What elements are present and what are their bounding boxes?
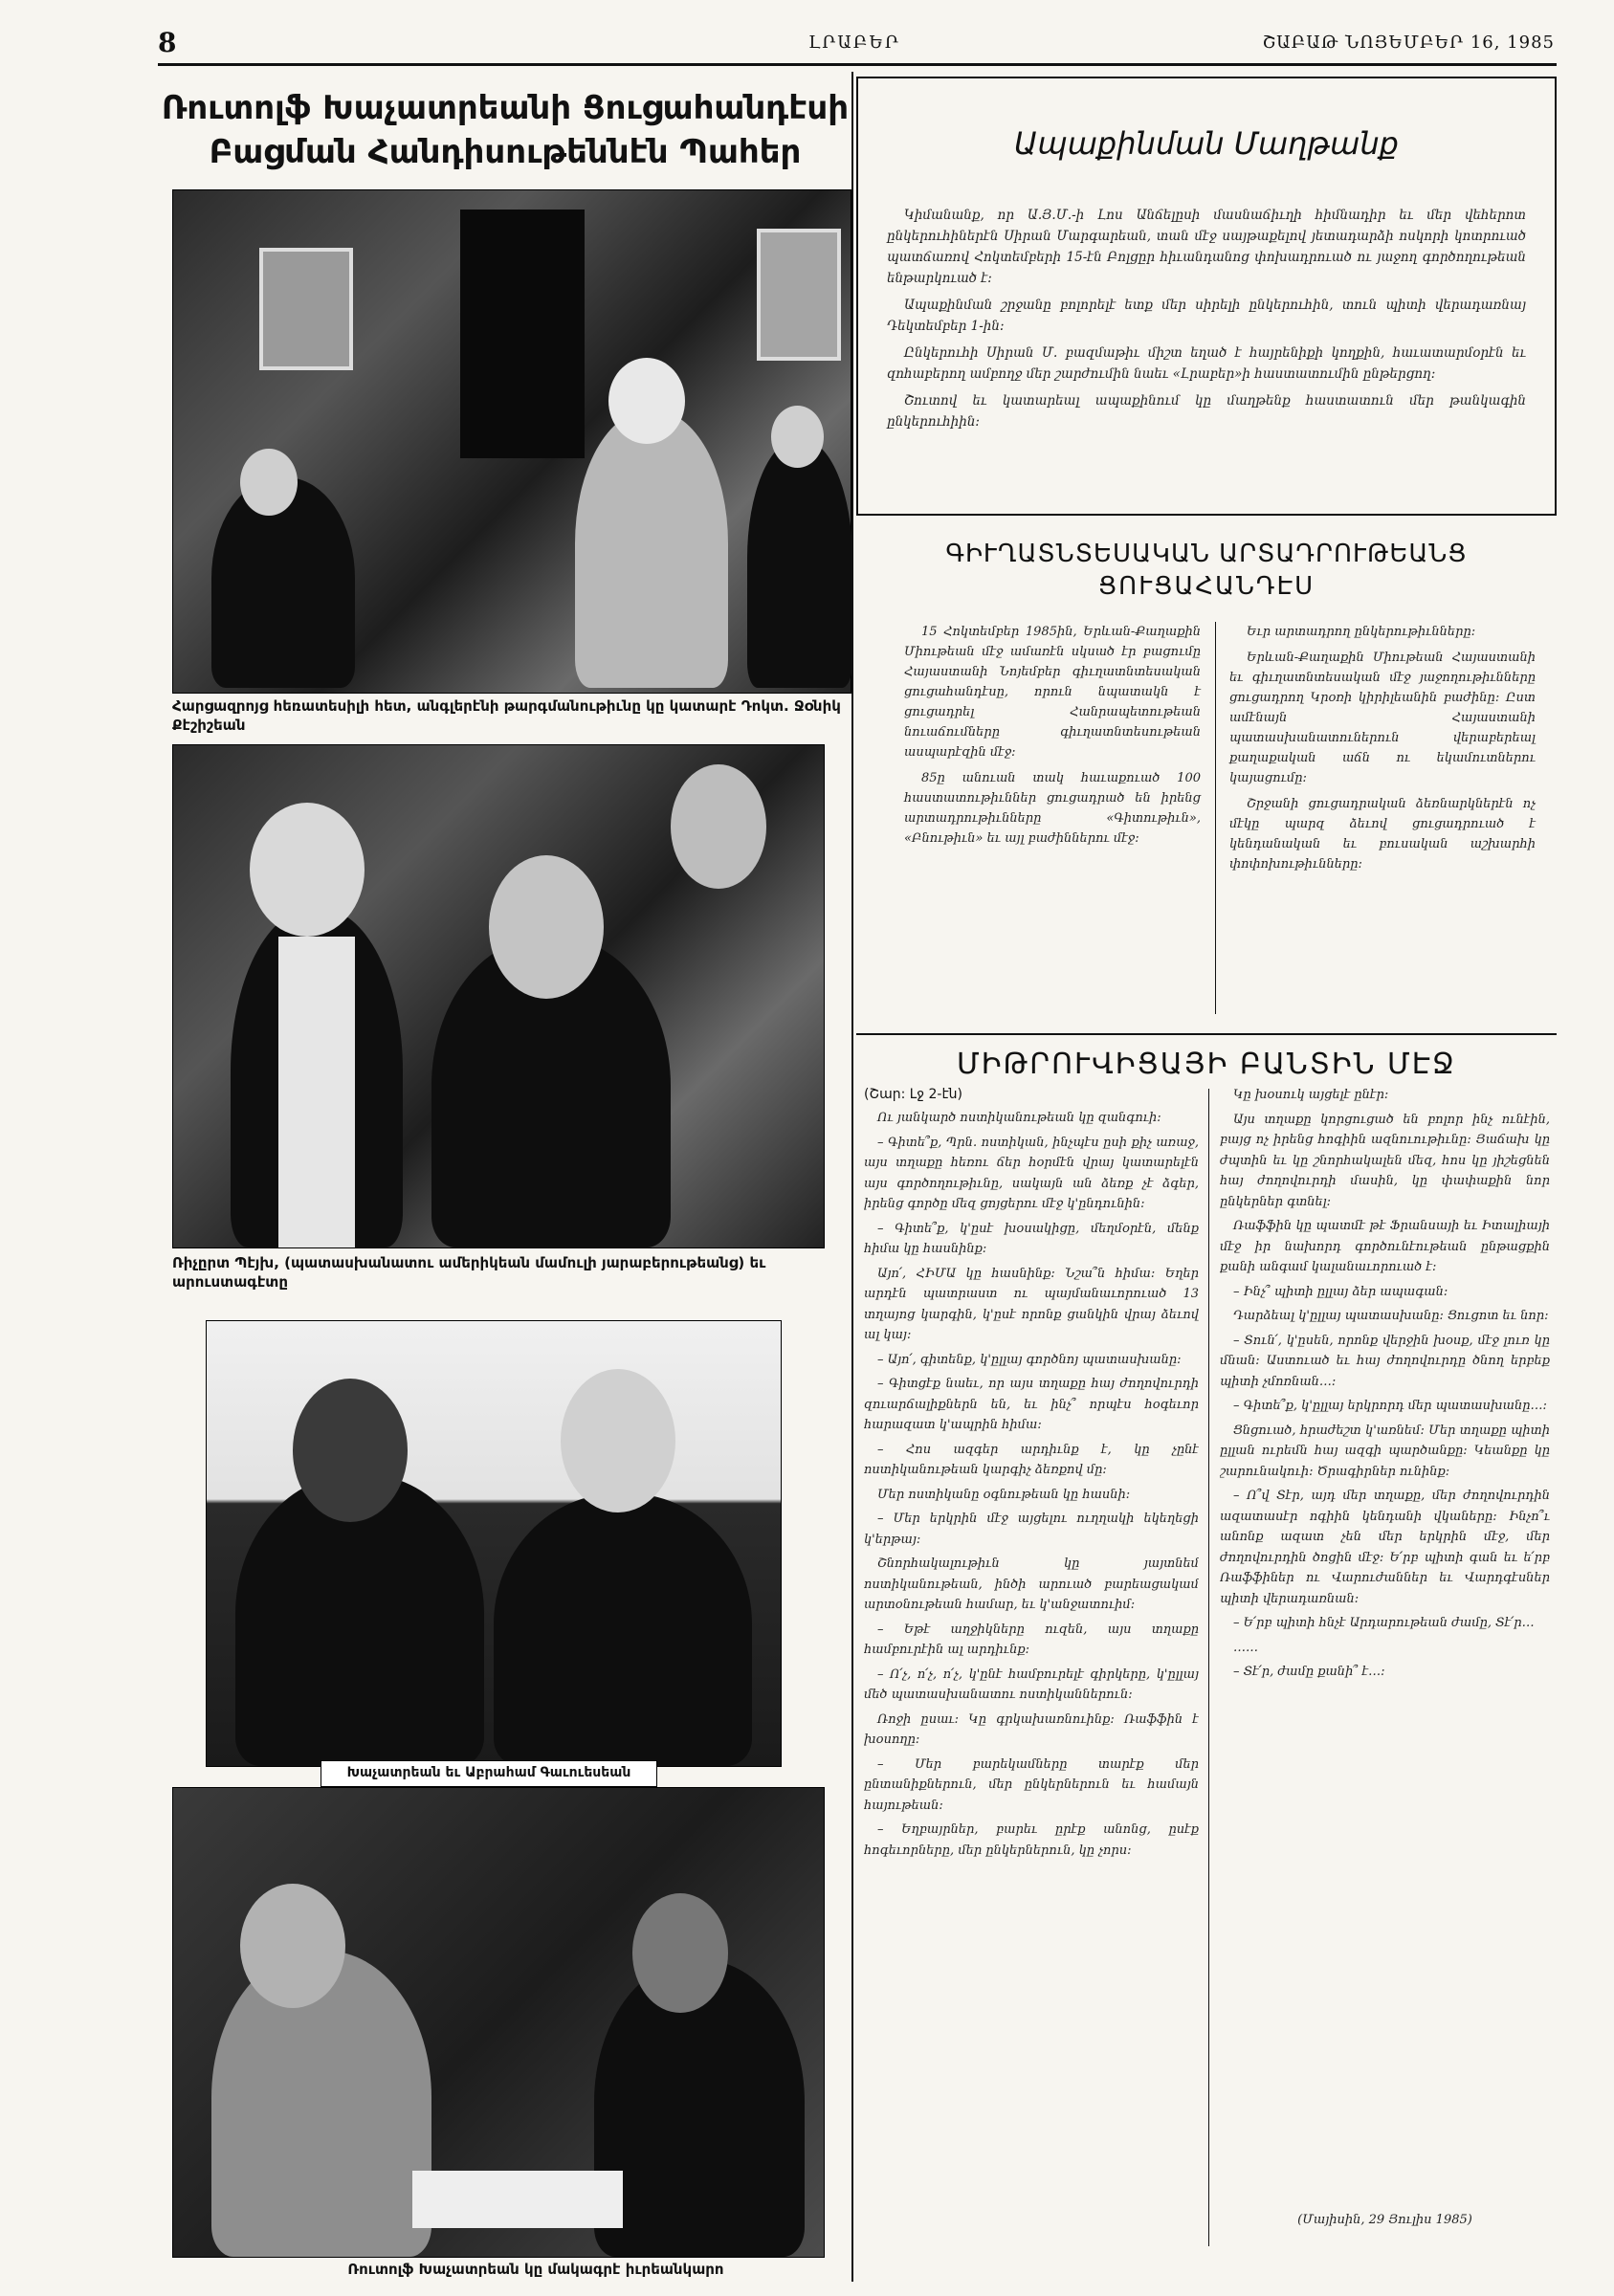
exhibition-title-line1: ԳԻՒՂԱՏՆՏԵՍԱԿԱՆ ԱՐՏԱԴՐՈՒԹԵԱՆՑ <box>945 540 1468 568</box>
metro-paragraph: – Ինչ՞ պիտի ըլլայ ձեր ապագան։ <box>1233 1284 1448 1299</box>
photo-caption-3-box <box>321 1760 657 1787</box>
photo-signing-catalogue <box>172 1787 825 2258</box>
metro-paragraph: – Այո՛, գիտենք, կ'ըլլայ գործնոյ պատասխանը։ <box>877 1352 1182 1367</box>
metro-paragraph: – Ե՛րբ պիտի հնչէ Արդարութեան ժամը, Տէ՛ր… <box>1233 1616 1535 1630</box>
exhibition-column-1 <box>904 622 1201 854</box>
metro-paragraph: – Գիտե՞ք, Պրն. ոստիկան, ինչպէս ըսի քիչ առաջ, այս տղաքը հեռու ճեր հօրմէն վրայ կատարելէն այս գործողութիւնը, սակայն ան ձեռք չէ ձգեր, իրենց գործը մեզ ցոյցերու մէջ կ'ընդունին։ <box>864 1135 1199 1211</box>
metro-paragraph: Այո՛, ՀԻՄԱ կը հասնինք։ Նշա՞ն հիմա։ Եղեր արդէն պատրաստ ու պայմանաւորուած 13 տղայոց կարգին, կ'ըսէ որոնք ցանկին վրայ ձեւով ալ կայ։ <box>864 1266 1199 1342</box>
metro-paragraph: – Գիտե՞ք, կ'ըլլայ երկրորդ մեր պատասխանը…։ <box>1233 1399 1547 1413</box>
exhibition-paragraph: 85ը անուան տակ հաւաքուած 100 հաստատութիւններ ցուցադրած են իրենց արտադրութիւնները «Գիտութիւն», «Բնութիւն» եւ այլ բաժիններու մէջ։ <box>904 771 1201 846</box>
exhibition-paragraph: 15 Հոկտեմբեր 1985ին, Երևան-Քաղաքին Միութեան մէջ ամառէն սկսած էր բացումը Հայաստանի Նոյեմբեր գիւղատնտեսական ցուցահանդէսը, որուն նպատակն է ցուցադրել Հանրապետութեան նուաճումները գիւղատնտեսութեան ասպարէզին մէջ։ <box>904 625 1201 760</box>
person-head <box>293 1379 408 1522</box>
exhibition-column-2 <box>1229 622 1536 880</box>
metro-paragraph: Դարձեալ կ'ըլլայ պատասխանը։ Ցուցոտ եւ նոր։ <box>1233 1309 1549 1323</box>
person-head <box>671 764 766 889</box>
continued-from-note: (Շար: Լջ 2-էն) <box>864 1087 962 1102</box>
page-number: 8 <box>158 27 177 58</box>
catalogue <box>412 2171 623 2228</box>
metro-paragraph: – Հոս ազգեր արդիւնք է, կը չընէ ոստիկանութեան կարգիչ ձեռքով մը։ <box>864 1442 1199 1477</box>
photo-feature-headline-line1: Ռուտոլֆ Խաչատրեանի Ցուցահանդէսի <box>161 89 850 127</box>
person-head <box>240 449 298 516</box>
photo-khachatrian-gavuesian <box>206 1320 782 1767</box>
metro-paragraph: – Ո՛չ, ո՛չ, ո՛չ, կ'ընէ համբուրելէ գիրկերը, կ'ըլլայ մեծ պատասխանատու ոստիկաններուն։ <box>864 1667 1199 1702</box>
metro-paragraph: – Ո՞վ Տէր, այդ մեր տղաքը, մեր ժողովուրդին ազատասէր ոգիին կենդանի վկաները։ Ինչո՞ւ անոնք ազատ չեն մեր երկրին մէջ, մեր ժողովուրդին ծոցին մէջ։ Ե՛րբ պիտի գան եւ ե՛րբ Ռաֆֆիներ ու Վարուժաններ եւ Վարդգէսներ պիտի վերադառնան։ <box>1220 1489 1550 1606</box>
gallery-doorway <box>460 210 585 458</box>
newspaper-name: ԼՐԱԲԵՐ <box>808 33 900 53</box>
person-head <box>489 855 604 999</box>
person-head <box>250 803 365 937</box>
appreciation-title: Ապաքինման Մաղթանք <box>1014 125 1399 162</box>
appreciation-box <box>856 77 1557 516</box>
exhibition-paragraph: Շրջանի ցուցադրական ձեռնարկներէն ոչ մէկը պարզ ձեւով ցուցադրուած է կենդանական եւ բուսական աշխարհի փոփոխութիւնները։ <box>1229 797 1536 872</box>
photo-caption-1: Հարցազրոյց հեռատեսիլի հետ, անգլերէնի թարգմանութիւնը կը կատարէ Դոկտ. Ջօնիկ Քէշիշեան <box>172 697 841 734</box>
metro-article <box>856 1041 1557 2275</box>
column-divider <box>1215 622 1216 1014</box>
exhibition-title-line2: ՑՈՒՑԱՀԱՆԴԷՍ <box>1097 572 1316 601</box>
photo-tv-interview <box>172 189 851 694</box>
exhibition-paragraph: Երևան-Քաղաքին Միութեան Հայաստանի եւ գիւղատնտեսական մէջ յաջողութիւնները ցուցադրող Կրօռի կիրիլեանին բաժինը։ Ըստ ամէնայն Հայաստանի պատասխանատուներուն վերաբերեալ քաղաքական աճն ու եկամուտներու կայացումը։ <box>1229 651 1536 785</box>
section-rule <box>856 1033 1557 1035</box>
seated-figure <box>747 439 852 688</box>
appreciation-body <box>887 205 1526 432</box>
metro-paragraph: – Եթէ աղջիկները ուզեն, այս տղաքը համբուրէին ալ արդիւնք։ <box>864 1622 1199 1657</box>
metro-dateline: (Մայիսին, 29 Յուլիս 1985) <box>1297 2213 1472 2227</box>
masthead-rule <box>158 63 1557 66</box>
metro-column-2 <box>1220 1085 1550 2204</box>
appreciation-paragraph: Շուտով եւ կատարեալ ապաքինում կը մաղթենք հաստատուն մեր թանկագին ընկերուհիին: <box>887 393 1526 430</box>
metro-paragraph: – Գիտցէք նաեւ, որ այս տղաքը հայ ժողովուրդի զուարճալիքներն են, եւ ինչ՞ որպէս հօգեւոր հարազատ կ'ապրին հիմա։ <box>864 1377 1199 1432</box>
page-column-rule <box>851 72 853 2282</box>
photo-caption-3: Խաչատրեան եւ Աբրահամ Գաւուեսեան <box>346 1765 631 1780</box>
photo-feature-headline <box>161 78 850 184</box>
metro-article-title: ՄԻԹՐՈՒՎԻՑԱՅԻ ԲԱՆՏԻՆ ՄԷՋ <box>957 1048 1456 1081</box>
framed-painting <box>259 248 353 370</box>
photo-caption-4: Ռուտոլֆ Խաչատրեան կը մակագրէ իւրեանկարո <box>347 2261 724 2278</box>
metro-paragraph: Կը խօսուկ այցելէ ընէր։ <box>1233 1088 1389 1102</box>
metro-paragraph: Ռաֆֆին կը պատմէ թէ Ֆրանսայի եւ Իտալիայի մէջ իր նախորդ գործունէութեան ընթացքին քանի անգամ կալանաւորուած է։ <box>1220 1219 1550 1274</box>
person-head <box>771 406 824 468</box>
photo-feature-headline-line2: Բացման Հանդիսութեննէն Պահեր <box>209 133 802 171</box>
metro-paragraph: Ռոջի ըսաւ։ Կը գրկախառնուինք։ Ռաֆֆին է խօսողը։ <box>864 1711 1199 1747</box>
appreciation-paragraph: Կիմանանք, որ Ա.Յ.Մ.-ի Լոս Անճելըսի մասնաճիւղի հիմնադիր եւ մեր վեհերոտ ընկերուհիներէն Սիրան Մարգարեան, տան մէջ սայթաքելով յետադարձի ոսկորի կոտրուած պատճառով Հոկտեմբերի 15-էն Բոլցըր հիւանդանոց փոխադրուած ու յաջող գործողութեան ենթարկուած է: <box>887 208 1526 286</box>
metro-paragraph: – Մեր երկրին մէջ այցելու ուղղակի եկեղեցի կ'երթայ։ <box>864 1512 1199 1547</box>
issue-date: ՇԱԲԱԹ ՆՈՅԵՄԲԵՐ 16, 1985 <box>1262 33 1555 53</box>
metro-paragraph: Մեր ոստիկանը օգնութեան կը հասնի։ <box>877 1487 1131 1502</box>
metro-paragraph: – Տէ՛ր, ժամը քանի՞ է…։ <box>1233 1665 1385 1679</box>
standing-figure <box>494 1493 752 1766</box>
photo-caption-2: Ռիչըրտ Պէյխ, (պատասխանատու ամերիկեան մամուլի յարաբերութեանց) եւ արուստագէտը <box>172 1254 766 1291</box>
metro-paragraph: …… <box>1233 1640 1258 1655</box>
metro-paragraph: Ու յանկարծ ոստիկանութեան կը զանգուի։ <box>877 1111 1161 1125</box>
white-shirt <box>278 937 355 1247</box>
person-head <box>240 1884 345 2008</box>
metro-paragraph: Այս տղաքը կորցուցած են բոլոր ինչ ունէին, բայց ոչ իրենց հոգիին ազնուութիւնը։ Յաճախ կը ժպտին եւ կը շնորհակալեն մեզ, հոս կը յիշեցնեն հայ ժողովուրդի մասին, կը փափաքին նոր ընկերներ գտնել։ <box>1220 1112 1550 1209</box>
person-head <box>608 358 685 444</box>
framed-painting <box>757 229 841 361</box>
person-head <box>632 1893 728 2013</box>
metro-column-1 <box>864 1108 1199 2265</box>
metro-paragraph: – Գիտե՞ք, կ'ըսէ խօսակիցը, մեղմօրէն, մենք հիմա կը հասնինք։ <box>864 1221 1199 1256</box>
metro-paragraph: Ցնցուած, հրաժեշտ կ'առնեմ։ Մեր տղաքը պիտի ըլլան ուրեմն հայ ազգի պարծանքը։ Կեանքը կը շարունակուի։ Ծրագիրներ ունինք։ <box>1220 1423 1550 1479</box>
column-divider <box>1208 1089 1209 2246</box>
metro-paragraph: – Եղբայրներ, բարեւ ըրէք անոնց, ըսէք հոգեւորները, մեր ընկերներուն, կը չորս։ <box>864 1822 1199 1858</box>
metro-paragraph: – Տուն՛, կ'ըսեն, որոնք վերջին խօսք, մէջ լուռ կը մնան։ Աստուած եւ հայ ժողովուրդը ծնող երբեք պիտի չմոռնան…։ <box>1220 1333 1550 1389</box>
appreciation-paragraph: Ապաքինման շրջանը բոլորելէ ետք մեր սիրելի ընկերուհին, տուն պիտի վերադառնայ Դեկտեմբեր 1-ին: <box>887 298 1526 334</box>
metro-paragraph: – Մեր բարեկամները տարէք մեր ընտանիքներուն, մեր ընկերներուն եւ համայն հայութեան։ <box>864 1756 1199 1813</box>
photo-richard-pake <box>172 744 825 1248</box>
masthead <box>158 27 1555 57</box>
appreciation-paragraph: Ընկերուհի Սիրան Մ. բազմաթիւ միշտ եղած է հայրենիքի կողքին, հաւատարմօրէն եւ զոհաբերող ամբողջ մեր շարժումին նաեւ «Լրաբեր»ի հաստատումին ընթերցող: <box>887 345 1526 382</box>
person-head <box>561 1369 675 1512</box>
exhibition-paragraph: Եւր արտադրող ընկերութիւնները։ <box>1247 625 1476 639</box>
seated-figure <box>575 410 728 688</box>
metro-paragraph: Շնորհակալութիւն կը յայտնեմ ոստիկանութեան, ինծի արուած բարեացակամ արտօնութեան համար, եւ կ'անջատուիմ։ <box>864 1556 1199 1612</box>
exhibition-article <box>856 517 1557 1028</box>
